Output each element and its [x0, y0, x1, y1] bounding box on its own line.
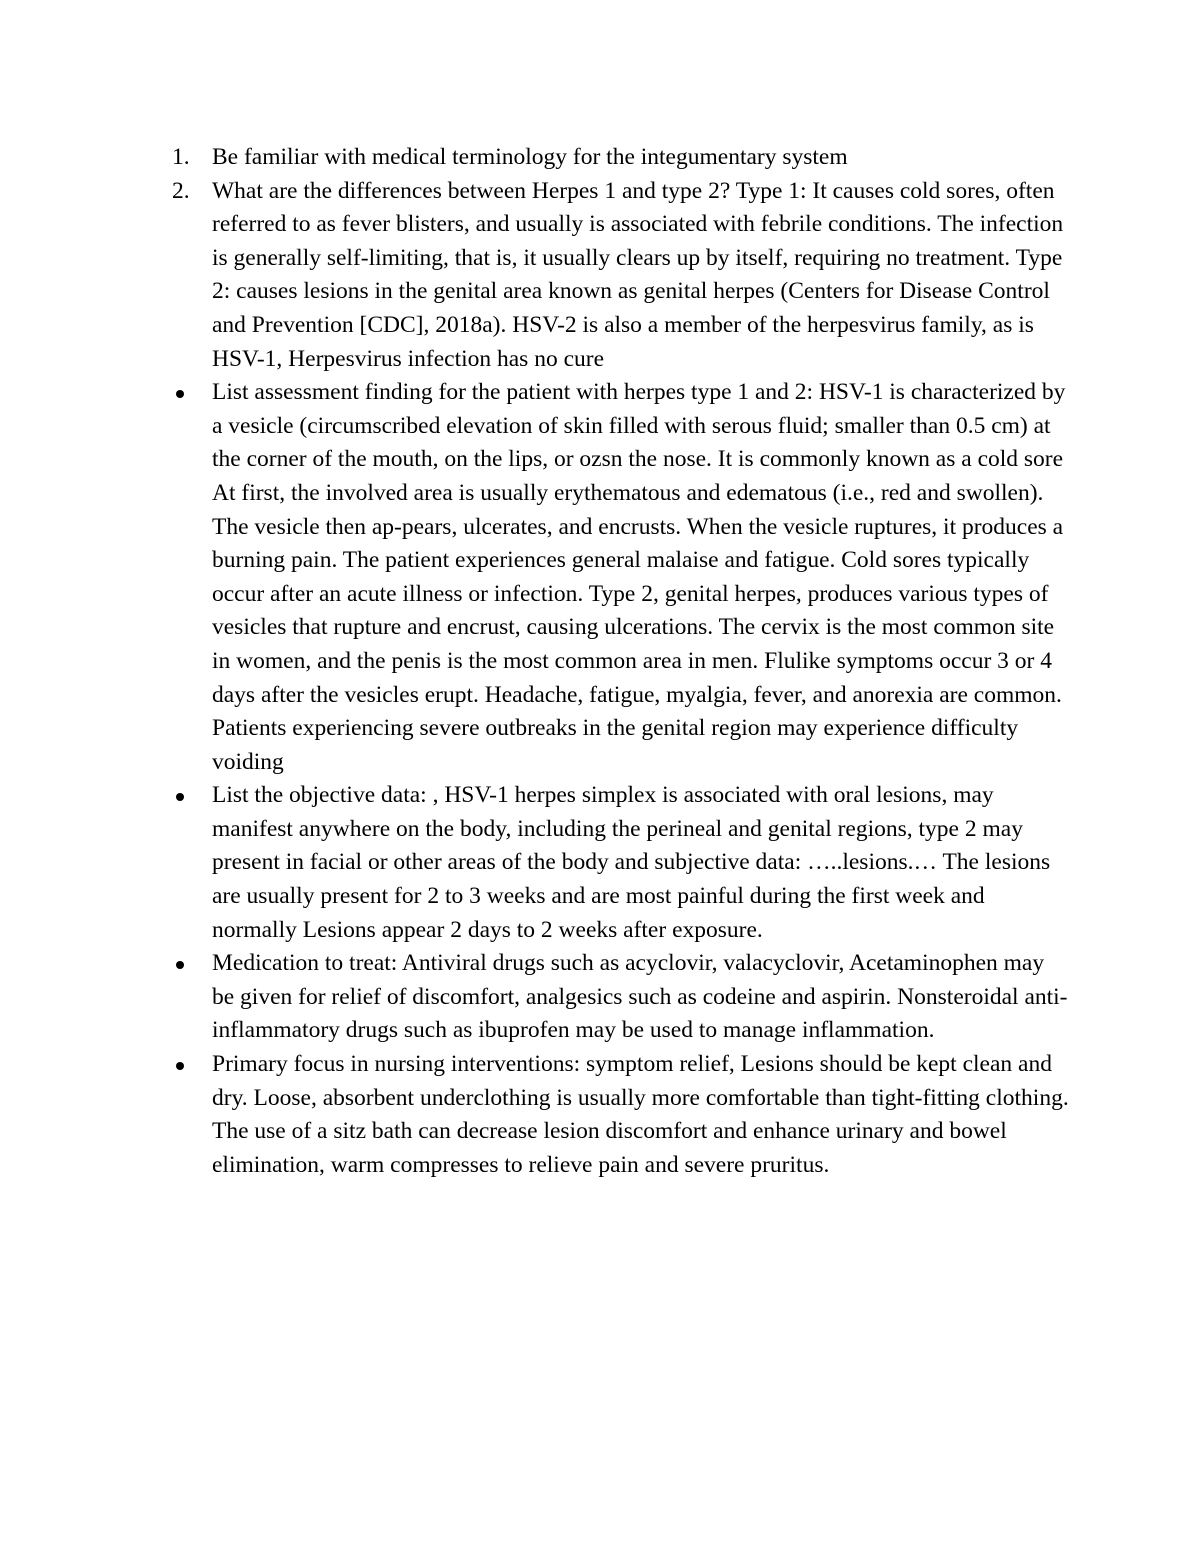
- bullet-item-assessment: [172, 376, 1072, 779]
- bullet-item-medication: [172, 947, 1072, 1048]
- list-number: 1.: [172, 144, 190, 170]
- list-item-text: Medication to treat: Antiviral drugs such as acyclovir, valacyclovir, Acetaminophen may be given for relief of discomfort, analgesics such as codeine and aspirin. Nonsteroidal anti-inflammatory drugs such as ibuprofen may be used to manage inflammation.: [212, 950, 1068, 1044]
- bullet-item-nursing-interventions: [172, 1048, 1072, 1182]
- list-item-text: List the objective data: , HSV-1 herpes simplex is associated with oral lesions, may manifest anywhere on the body, including the perineal and genital regions, type 2 may present in facial or other areas of the body and subjective data: …..lesions.… The lesions are usually present for 2 to 3 weeks and are most painful during the first week and normally Lesions appear 2 days to 2 weeks after exposure.: [212, 782, 1051, 943]
- bullet-icon: [176, 390, 184, 398]
- list-item-text: Primary focus in nursing interventions: symptom relief, Lesions should be kept clean and dry. Loose, absorbent underclothing is usually more comfortable than tight-fitting clothing. The use of a sitz bath can decrease lesion discomfort and enhance urinary and bowel elimination, warm compresses to relieve pain and severe pruritus.: [212, 1051, 1069, 1178]
- list-item-text: What are the differences between Herpes 1 and type 2? Type 1: It causes cold sores, often referred to as fever blisters, and usually is associated with febrile conditions. The infection is generally self-limiting, that is, it usually clears up by itself, requiring no treatment. Type 2: causes lesions in the genital area known as genital herpes (Centers for Disease Control and Prevention [CDC], 2018a). HSV-2 is also a member of the herpesvirus family, as is HSV-1, Herpesvirus infection has no cure: [212, 177, 1064, 372]
- numbered-item-1: [172, 141, 1072, 175]
- numbered-item-2: [172, 175, 1072, 377]
- document-body: [172, 141, 1072, 1182]
- list-item-text: Be familiar with medical terminology for the integumentary system: [212, 144, 848, 170]
- bullet-icon: [176, 1062, 184, 1070]
- list-number: 2.: [172, 177, 190, 204]
- bullet-icon: [176, 961, 184, 969]
- bullet-icon: [176, 793, 184, 801]
- list-item-text: List assessment finding for the patient with herpes type 1 and 2: HSV-1 is characterized by a vesicle (circumscribed elevation of skin filled with serous fluid; smaller than 0.5 cm) at the corner of the mouth, on the lips, or ozsn the nose. It is commonly known as a cold sore At first, the involved area is usually erythematous and edematous (i.e., red and swollen). The vesicle then ap-pears, ulcerates, and encrusts. When the vesicle ruptures, it produces a burning pain. The patient experiences general malaise and fatigue. Cold sores typically occur after an acute illness or infection. Type 2, genital herpes, produces various types of vesicles that rupture and encrust, causing ulcerations. The cervix is the most common site in women, and the penis is the most common area in men. Flulike symptoms occur 3 or 4 days after the vesicles erupt. Headache, fatigue, myalgia, fever, and anorexia are common. Patients experiencing severe outbreaks in the genital region may experience difficulty voiding: [212, 379, 1066, 775]
- bullet-item-objective-data: [172, 779, 1072, 947]
